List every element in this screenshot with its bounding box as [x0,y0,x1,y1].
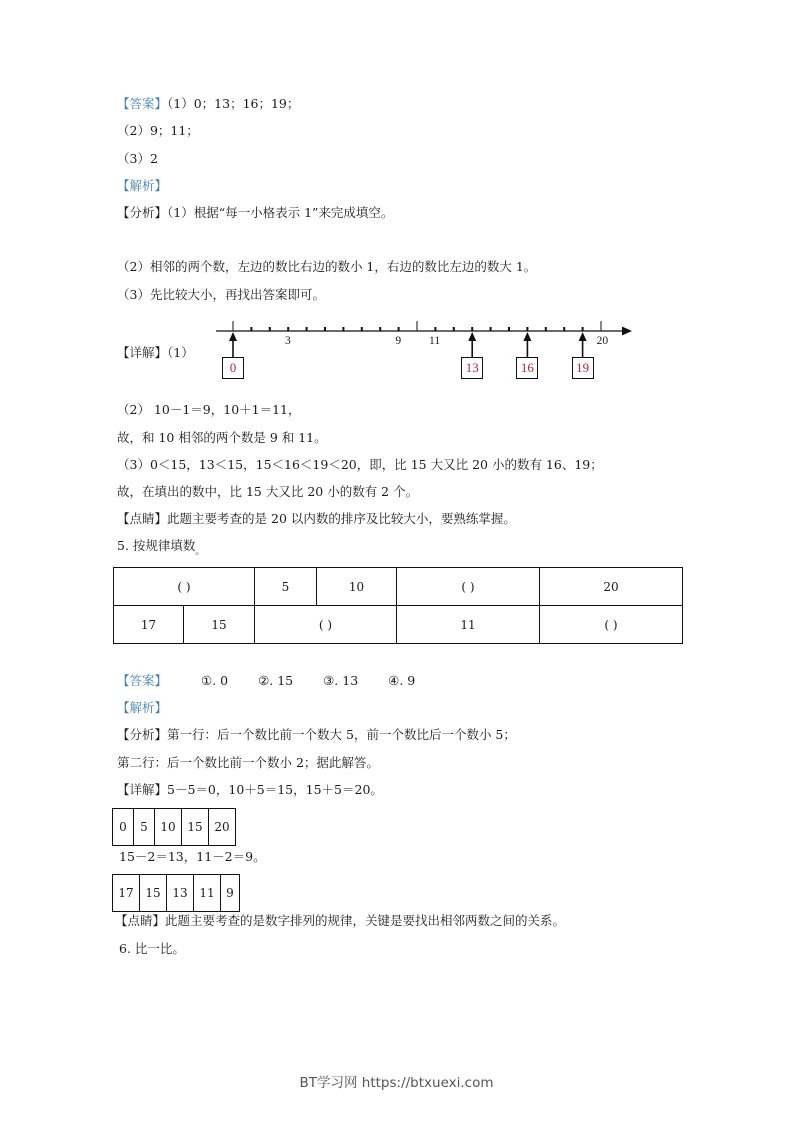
xiangjie-line-1 [117,345,194,361]
sequence-cell: 0 [113,809,134,846]
xiangjie-part-1-prefix: （1） [167,345,194,360]
arrow-up-icon [229,332,237,341]
pattern-row-2 [114,606,683,644]
number-line-answer-box: 16 [516,357,538,379]
pattern-table [113,567,683,644]
sequence-cell: 17 [113,875,140,912]
xiangjie-3a: （3）0＜15，13＜15，15＜16＜19＜20，即，比 15 大又比 20 小的数有 16、19； [117,457,603,472]
sequence-cell: 9 [221,875,240,912]
q5-answer-4: ④. 9 [388,673,416,688]
sequence-cell: 5 [134,809,155,846]
xiangjie-2b: 故，和 10 相邻的两个数是 9 和 11。 [117,430,327,445]
q5-answer-3: ③. 13 [323,673,359,688]
pattern-cell: 5 [255,568,317,606]
q6-title: 6. 比一比。 [119,941,185,956]
number-line-answer-box: 13 [461,357,483,379]
sequence-table-2 [112,874,240,912]
q5-xiangjie-tag: 【详解】 [117,782,168,797]
q5-title: 5. 按规律填数 [117,538,196,553]
sequence-cell: 15 [182,809,209,846]
sequence-cell: 10 [155,809,182,846]
fenxi-tag: 【分析】 [117,205,168,220]
arrow-up-icon [523,332,531,341]
sequence-cell: 13 [167,875,194,912]
sequence-table-1 [112,808,236,846]
answer-part-1: （1）0；13；16；19； [167,96,300,111]
xiangjie-3b: 故，在填出的数中，比 15 大又比 20 小的数有 2 个。 [117,484,419,499]
pattern-cell: 15 [184,606,255,644]
number-line-svg [0,0,793,400]
arrow-up-icon [579,332,587,341]
q5-answer-tag: 【答案】 [117,673,168,688]
q5-dianjing-tag: 【点睛】 [115,913,166,928]
q5-dianjing-line [115,913,565,929]
q5-fenxi-2: 第二行：后一个数比前一个数小 2；据此解答。 [117,755,379,770]
sequence-cell: 15 [140,875,167,912]
q5-xiangjie-1: 5－5＝0，10＋5＝15，15＋5＝20。 [167,782,383,797]
pattern-cell: 11 [397,606,540,644]
fenxi-line-1 [117,205,393,221]
xiangjie-tag: 【详解】 [117,345,168,360]
dianjing-text: 此题主要考查的是 20 以内数的排序及比较大小，要熟练掌握。 [167,511,516,526]
q5-xiangjie-2: 15－2＝13，11－2＝9。 [119,849,266,864]
pattern-cell: ( ) [114,568,255,606]
answer-tag: 【答案】 [117,96,168,111]
pattern-row-1 [114,568,683,606]
sequence-cell: 20 [209,809,236,846]
number-line-figure [0,0,793,400]
answer-line-1 [117,96,299,112]
q5-fenxi-line [117,727,516,743]
q5-fenxi-tag: 【分析】 [117,727,168,742]
q5-xiangjie-line [117,782,383,798]
pattern-cell: 20 [540,568,683,606]
pattern-cell: ( ) [397,568,540,606]
q5-title-line [117,538,204,560]
pattern-cell: 10 [317,568,397,606]
q5-answer-line [117,673,415,689]
dianjing-tag: 【点睛】 [117,511,168,526]
number-line-label: 9 [395,335,402,347]
q5-fenxi-1: 第一行：后一个数比前一个数大 5，前一个数比后一个数小 5； [167,727,516,742]
q5-answer-1: ①. 0 [200,673,229,688]
footer-watermark: BT学习网 https://btxuexi.com [299,1075,494,1091]
arrow-up-icon [468,332,476,341]
fenxi-text-3: （3）先比较大小，再找出答案即可。 [117,287,325,302]
pattern-cell: ( ) [540,606,683,644]
q5-answer-2: ②. 15 [258,673,294,688]
q5-analysis-tag: 【解析】 [117,700,168,715]
pattern-cell: ( ) [255,606,397,644]
number-line-answer-box: 0 [222,357,244,379]
analysis-tag: 【解析】 [117,178,168,193]
fenxi-text-1: （1）根据“每一小格表示 1”来完成填空。 [167,205,394,220]
sequence-cell: 11 [194,875,221,912]
arrow-right-icon [622,327,632,336]
q5-title-mark: 。 [195,547,205,557]
number-line-label: 11 [429,335,441,347]
fenxi-text-2: （2）相邻的两个数，左边的数比右边的数小 1，右边的数比左边的数大 1。 [117,259,537,274]
number-line-label: 20 [596,335,609,347]
dianjing-line [117,511,516,527]
answer-part-3: （3）2 [117,151,158,166]
q5-dianjing-text: 此题主要考查的是数字排列的规律，关键是要找出相邻两数之间的关系。 [165,913,566,928]
number-line-label: 3 [285,335,291,347]
answer-part-2: （2）9；11； [117,123,199,138]
number-line-answer-box: 19 [572,357,594,379]
pattern-cell: 17 [114,606,184,644]
xiangjie-2a: （2） 10－1＝9，10＋1＝11， [117,402,301,417]
